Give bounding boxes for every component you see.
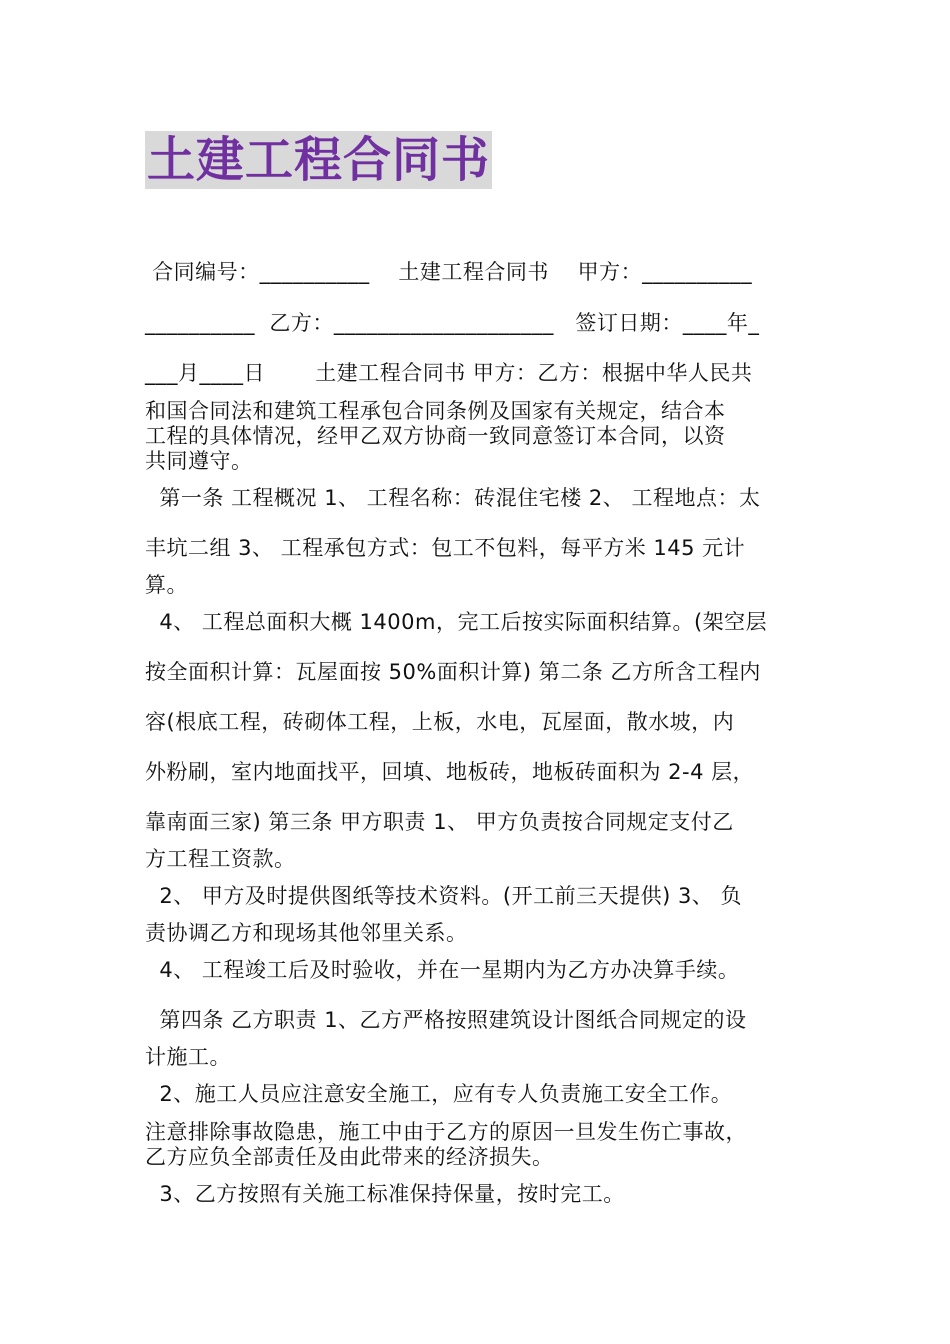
- body-line: 合同编号：__________ 土建工程合同书 甲方：__________: [145, 260, 753, 284]
- body-line: 2、施工人员应注意安全施工，应有专人负责施工安全工作。: [145, 1082, 733, 1106]
- body-line: 靠南面三家) 第三条 甲方职责 1、 甲方负责按合同规定支付乙: [145, 810, 734, 834]
- body-line: 共同遵守。: [145, 449, 253, 473]
- body-line: __________ 乙方：____________________ 签订日期：____年_: [145, 311, 760, 335]
- body-line: 丰坑二组 3、 工程承包方式：包工不包料，每平方米 145 元计: [145, 536, 746, 560]
- body-line: 第一条 工程概况 1、 工程名称：砖混住宅楼 2、 工程地点：太: [145, 486, 761, 510]
- body-line: 2、 甲方及时提供图纸等技术资料。(开工前三天提供) 3、 负: [145, 884, 742, 908]
- body-line: 计施工。: [145, 1045, 231, 1069]
- body-line: 工程的具体情况，经甲乙双方协商一致同意签订本合同，以资: [145, 424, 726, 448]
- body-line: 3、乙方按照有关施工标准保持保量，按时完工。: [145, 1182, 625, 1206]
- body-line: 4、 工程竣工后及时验收，并在一星期内为乙方办决算手续。: [145, 958, 740, 982]
- body-line: 算。: [145, 573, 188, 597]
- body-line: 方工程工资款。: [145, 847, 296, 871]
- document-title: 土建工程合同书: [147, 132, 491, 188]
- body-line: 外粉刷，室内地面找平，回填、地板砖，地板砖面积为 2-4 层，: [145, 760, 755, 784]
- title-block: [145, 131, 492, 189]
- body-line: 和国合同法和建筑工程承包合同条例及国家有关规定，结合本: [145, 399, 726, 423]
- body-line: 注意排除事故隐患，施工中由于乙方的原因一旦发生伤亡事故，: [145, 1120, 747, 1144]
- body-line: ___月____日 土建工程合同书 甲方：乙方：根据中华人民共: [145, 361, 753, 385]
- body-line: 责协调乙方和现场其他邻里关系。: [145, 921, 468, 945]
- body-line: 4、 工程总面积大概 1400m，完工后按实际面积结算。(架空层: [145, 610, 768, 634]
- body-line: 容(根底工程，砖砌体工程，上板，水电，瓦屋面，散水坡，内: [145, 710, 735, 734]
- body-line: 乙方应负全部责任及由此带来的经济损失。: [145, 1145, 554, 1169]
- body-line: 按全面积计算：瓦屋面按 50%面积计算) 第二条 乙方所含工程内: [145, 660, 761, 684]
- body-line: 第四条 乙方职责 1、乙方严格按照建筑设计图纸合同规定的设: [145, 1008, 747, 1032]
